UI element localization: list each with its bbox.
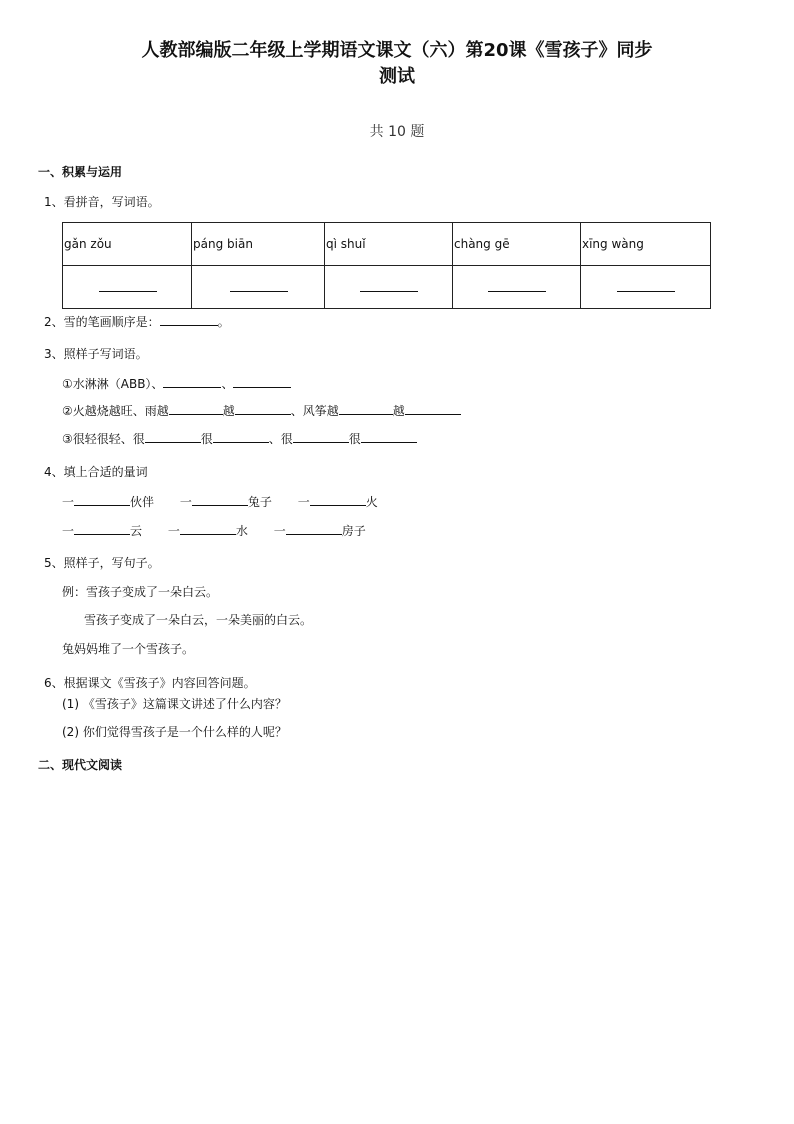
answer-cell[interactable] (581, 266, 711, 309)
text: 一 (179, 495, 192, 509)
pinyin-cell: páng biān (192, 223, 325, 266)
text: 很 (200, 432, 213, 446)
text: 兔子 (247, 495, 272, 509)
text: 、很 (268, 432, 293, 446)
example-sentence: 例：雪孩子变成了一朵白云。 (62, 585, 219, 599)
answer-blank[interactable] (145, 430, 201, 443)
answer-blank[interactable] (230, 279, 288, 292)
answer-blank[interactable] (169, 402, 223, 415)
pinyin-row (63, 223, 711, 266)
text: 越 (392, 404, 405, 418)
text: 云 (130, 524, 143, 538)
punctuation: 。 (217, 315, 230, 329)
answer-blank[interactable] (310, 493, 366, 506)
answer-blank[interactable] (286, 522, 342, 535)
answer-cell[interactable] (63, 266, 192, 309)
text: 一 (273, 524, 286, 538)
answer-blank[interactable] (360, 279, 418, 292)
text: 一 (297, 495, 310, 509)
answer-blank[interactable] (192, 493, 248, 506)
answer-blank[interactable] (213, 430, 269, 443)
pinyin-table (62, 222, 711, 309)
document-title-line2: 测试 (379, 66, 415, 87)
answer-blank[interactable] (293, 430, 349, 443)
text: 、 (221, 377, 234, 391)
answer-blank[interactable] (235, 402, 291, 415)
question-6-sub-2: (2) 你们觉得雪孩子是一个什么样的人呢？ (62, 725, 287, 739)
question-count: 共 10 题 (369, 124, 425, 140)
pinyin-cell: xīng wàng (581, 223, 711, 266)
pinyin-cell: qì shuǐ (325, 223, 453, 266)
question-4-prompt: 4、填上合适的量词 (44, 465, 148, 479)
answer-row (63, 266, 711, 309)
answer-cell[interactable] (192, 266, 325, 309)
answer-blank[interactable] (180, 522, 236, 535)
document-title-line1: 人教部编版二年级上学期语文课文（六）第20课《雪孩子》同步 (141, 40, 653, 61)
question-3-line-3 (62, 430, 417, 447)
answer-cell[interactable] (325, 266, 453, 309)
question-6-sub-1: (1) 《雪孩子》这篇课文讲述了什么内容？ (62, 697, 287, 711)
example-answer: 雪孩子变成了一朵白云，一朵美丽的白云。 (84, 613, 313, 627)
answer-blank[interactable] (99, 279, 157, 292)
task-sentence: 兔妈妈堆了一个雪孩子。 (62, 642, 195, 656)
section-heading-2: 二、现代文阅读 (38, 758, 123, 772)
question-3-line-1 (62, 375, 291, 392)
question-3-prompt: 3、照样子写词语。 (44, 347, 148, 361)
question-1-prompt: 1、看拼音，写词语。 (44, 195, 160, 209)
text: 伙伴 (130, 495, 155, 509)
text: ①水淋淋（ABB）、 (62, 377, 164, 391)
answer-blank[interactable] (361, 430, 417, 443)
pinyin-cell: gǎn zǒu (63, 223, 192, 266)
answer-blank[interactable] (488, 279, 546, 292)
text: 房子 (341, 524, 366, 538)
text: 一 (167, 524, 180, 538)
question-5-prompt: 5、照样子，写句子。 (44, 556, 160, 570)
question-4-line-2 (62, 522, 366, 539)
text: 火 (365, 495, 378, 509)
question-2-prompt: 2、雪的笔画顺序是： (44, 315, 160, 329)
answer-blank[interactable] (74, 493, 130, 506)
text: 越 (222, 404, 235, 418)
question-3-line-2 (62, 402, 461, 419)
answer-blank[interactable] (160, 313, 218, 326)
text: 很 (348, 432, 361, 446)
text: 水 (235, 524, 248, 538)
text: 一 (62, 524, 75, 538)
answer-blank[interactable] (405, 402, 461, 415)
text: ③很轻很轻、很 (62, 432, 145, 446)
question-6-prompt: 6、根据课文《雪孩子》内容回答问题。 (44, 676, 256, 690)
pinyin-cell: chàng gē (453, 223, 581, 266)
question-2 (44, 313, 230, 330)
question-4-line-1 (62, 493, 378, 510)
answer-blank[interactable] (339, 402, 393, 415)
answer-blank[interactable] (74, 522, 130, 535)
answer-blank[interactable] (617, 279, 675, 292)
section-heading-1: 一、积累与运用 (38, 165, 123, 179)
answer-blank[interactable] (163, 375, 221, 388)
text: ②火越烧越旺、雨越 (62, 404, 169, 418)
text: 、风筝越 (290, 404, 339, 418)
answer-blank[interactable] (233, 375, 291, 388)
answer-cell[interactable] (453, 266, 581, 309)
text: 一 (62, 495, 75, 509)
